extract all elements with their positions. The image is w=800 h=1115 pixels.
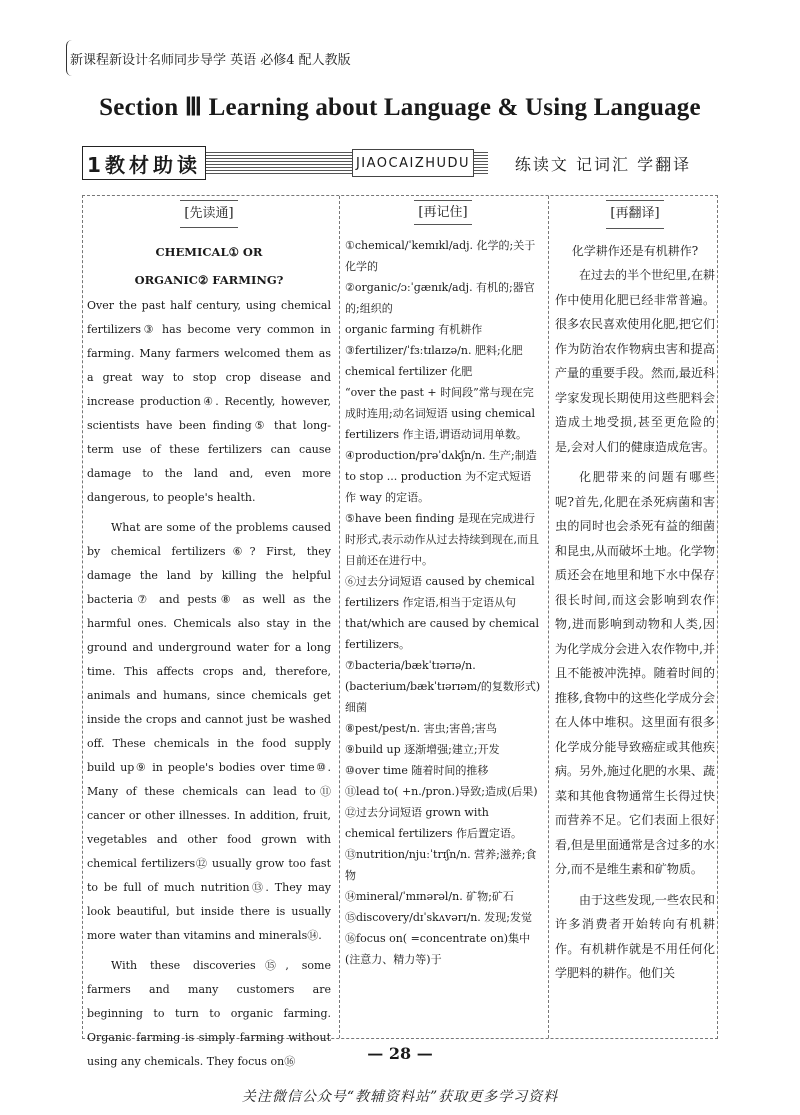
footer-note: 关注微信公众号“教辅资料站”获取更多学习资料 [241,1089,559,1105]
vocab-note: ②organic/ɔːˈɡænɪk/adj. 有机的;器官的;组织的 [345,281,535,315]
vocab-note: ⑮discovery/dɪˈskʌvərɪ/n. 发现;发觉 [345,911,532,924]
grammar-note: ⑫过去分词短语 grown with chemical fertilizers 作后置定语。 [345,806,522,840]
translate-column [555,200,715,986]
memo-heading: [再记住] [414,200,471,225]
vocab-note: ⑭mineral/ˈmɪnərəl/n. 矿物;矿石 [345,890,514,903]
banner-pinyin: JIAOCAIZHUDU [352,149,474,177]
read-paragraph: Over the past half century, using chemical fertilizers③ has become very common in farming. Many farmers welcomed them as a great way to stop crop disease and increase production④. Recently, however, scientists have been finding⑤ that long-term use of these fertilizers can cause damage to the land and, even more dangerous, to people's health. [87,299,331,504]
section-banner [82,146,718,180]
grammar-note: ⑥过去分词短语 caused by chemical fertilizers 作定语,相当于定语从句 that/which are caused by chemical fertilizers。 [345,575,539,651]
section-title: Section Ⅲ Learning about Language & Using Language [99,94,701,121]
vocab-note: ⑩over time 随着时间的推移 [345,764,489,777]
read-paragraph: What are some of the problems caused by chemical fertilizers⑥? First, they damage the land by killing the helpful bacteria⑦ and pests⑧ as well as the harmful ones. Chemicals also stay in the ground and underground water for a long time. This affects crops and, therefore, animals and humans, since chemicals get inside the crops and cannot just be washed off. These chemicals in the food supply build up⑨ in people's bodies over time⑩. Many of these chemicals can lead to⑪ cancer or other illnesses. In addition, fruit, vegetables and other food grown with chemical fertilizers⑫ usually grow too fast to be full of much nutrition⑬. They may look beautiful, but inside there is usually more water than vitamins and minerals⑭. [87,521,331,942]
series-header: 新课程新设计名师同步导学 英语 必修4 配人教版 [70,53,351,68]
vocab-note: organic farming 有机耕作 [345,323,483,336]
column-divider [548,196,549,1038]
vocab-note: ⑪lead to( +n./pron.)导致;造成(后果) [345,785,538,798]
translation-paragraph: 由于这些发现,一些农民和许多消费者开始转向有机耕作。有机耕作就是不用任何化学肥料的耕作。他们关 [555,892,715,980]
column-divider [339,196,340,1038]
grammar-note: ⑤have been finding 是现在完成进行时形式,表示动作从过去持续到现在,而且目前还在进行中。 [345,512,539,567]
translation-paragraph: 化肥带来的问题有哪些呢?首先,化肥在杀死病菌和害虫的同时也会杀死有益的细菌和昆虫,从而破坏土地。化学物质还会在地里和地下水中保存很长时间,而这会影响到农作物,进而影响到动物和人类,因为化学成分会进入农作物中,并且不能被冲洗掉。随着时间的推移,食物中的这些化学成分会在人体中堆积。这里面有很多化学成分能导致癌症或其他疾病。另外,施过化肥的水果、蔬菜和其他食物通常生长得过快而营养不足。它们表面上很好看,但是里面通常是含过多的水分,而不是维生素和矿物质。 [555,470,715,876]
vocab-note: ⑬nutrition/njuːˈtrɪʃn/n. 营养;滋养;食物 [345,848,537,882]
translation-title: 化学耕作还是有机耕作? [571,243,699,258]
vocab-note: ④production/prəˈdʌkʃn/n. 生产;制造 [345,449,537,462]
page-number: — 28 — [367,1044,433,1063]
read-paragraph: With these discoveries⑮, some farmers and many customers are beginning to turn to organic farming. Organic farming is simply farming without using any chemicals. They focus on⑯ [87,959,331,1068]
grammar-note: “over the past + 时间段”常与现在完成时连用;动名词短语 using chemical fertilizers 作主语,谓语动词用单数。 [345,386,536,441]
banner-motto: 练读文 记词汇 学翻译 [488,149,718,177]
read-column [87,200,331,1074]
article-title-line-1: CHEMICAL① OR [155,245,263,259]
vocab-note: ①chemical/ˈkemɪkl/adj. 化学的;关于化学的 [345,239,536,273]
read-heading: [先读通] [180,200,237,228]
vocab-note: ⑨build up 逐渐增强;建立;开发 [345,743,500,756]
translation-paragraph: 在过去的半个世纪里,在耕作中使用化肥已经非常普遍。很多农民喜欢使用化肥,把它们作为防治农作物病虫害和提高产量的重要手段。然而,最近科学家发现长期使用这些肥料会造成土地受损,甚至更危险的是,会对人们的健康造成危害。 [555,268,715,454]
vocab-note: ⑯focus on( =concentrate on)集中(注意力、精力等)于 [345,932,531,966]
vocab-note: ⑦bacteria/bækˈtɪərɪə/n.(bacterium/bækˈtɪərɪəm/的复数形式)细菌 [345,659,541,714]
translate-heading: [再翻译] [606,200,663,229]
vocab-note: ⑧pest/pest/n. 害虫;害兽;害鸟 [345,722,497,735]
vocab-note: ③fertilizer/ˈfɜːtɪlaɪzə/n. 肥料;化肥 [345,344,523,357]
banner-badge: 1教材助读 [82,146,206,180]
vocab-note: chemical fertilizer 化肥 [345,365,473,378]
memo-column [345,200,541,970]
grammar-note: to stop ... production 为不定式短语作 way 的定语。 [345,470,532,504]
article-title-line-2: ORGANIC② FARMING? [134,273,284,287]
